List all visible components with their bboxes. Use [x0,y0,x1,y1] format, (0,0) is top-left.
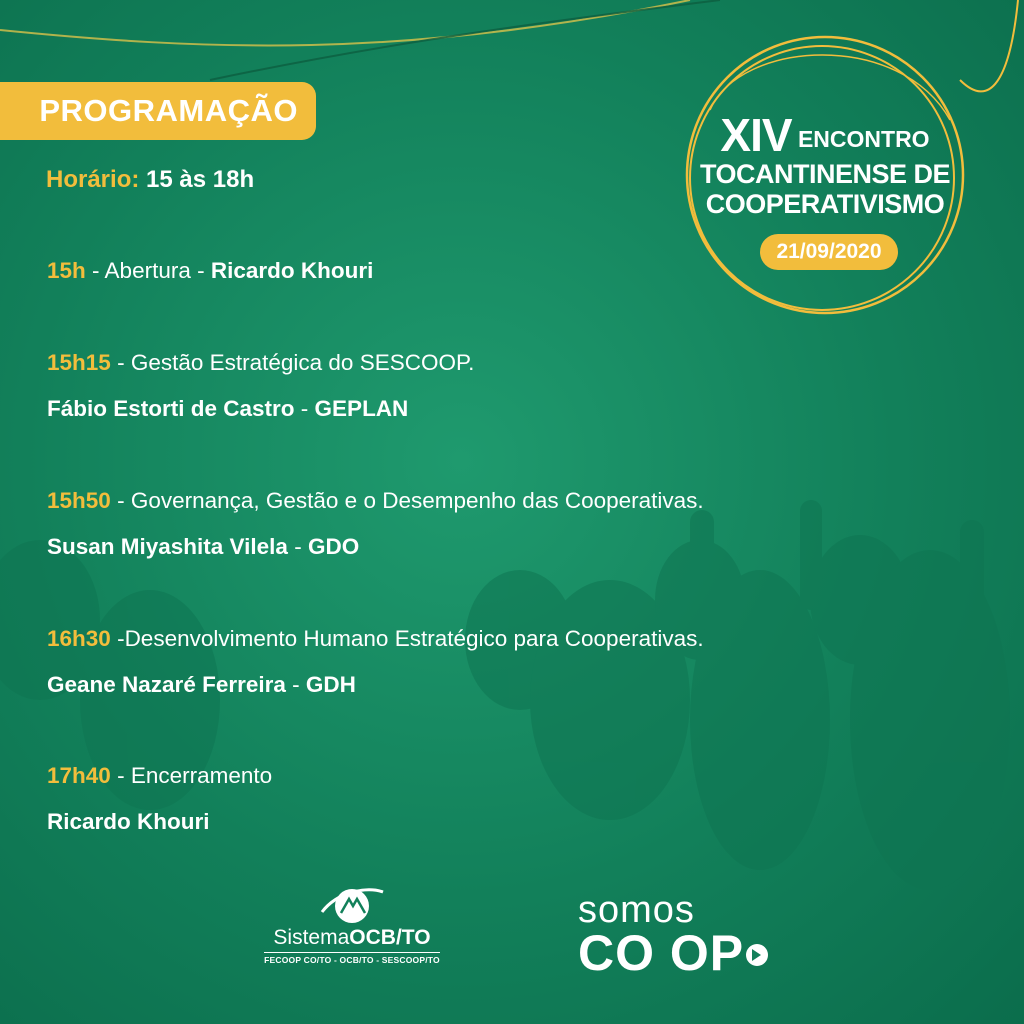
somos-coop-logo [578,890,778,990]
agenda-item-governanca [47,487,704,515]
agenda-speaker-org: GDH [305,672,356,697]
agenda-time: 15h50 [47,488,111,513]
agenda-separator: - [110,626,125,651]
schedule-hours [46,166,254,194]
agenda-speaker-org: GDO [307,534,360,559]
somos-coop-big-text: CO OP [578,925,745,981]
event-title-line2: TOCANTINENSE DE [699,159,951,189]
ocb-logo-name-thin: Sistema [273,926,350,949]
event-title-line1 [690,109,960,161]
programacao-banner [0,82,316,140]
agenda-speaker-dash: - [287,534,308,559]
agenda-speaker-dash: - [285,672,306,697]
agenda-time: 17h40 [47,763,111,788]
agenda-item-encerramento [47,762,272,790]
agenda-separator: - [110,350,131,375]
agenda-description: Governança, Gestão e o Desempenho das Cooperativas. [130,488,704,513]
agenda-speaker: Geane Nazaré Ferreira [47,672,286,697]
agenda-separator: - [85,258,105,283]
event-title-word: ENCONTRO [797,126,930,152]
ocb-logo-icon [317,882,387,926]
banner-title: PROGRAMAÇÃO [39,93,298,128]
agenda-speaker-org: GEPLAN [314,396,409,421]
agenda-speaker: Ricardo Khouri [47,809,210,834]
agenda-description: Encerramento [130,763,273,788]
agenda-speaker: Fábio Estorti de Castro [47,396,295,421]
schedule-value: 15 às 18h [146,166,255,193]
agenda-speaker-line [47,533,359,561]
ocb-logo-name-bold: OCB/TO [349,926,431,949]
agenda-item-abertura [47,257,373,285]
ocb-logo-name [262,926,442,950]
agenda-speaker: Susan Miyashita Vilela [47,534,288,559]
agenda-separator: - [110,763,131,788]
event-title [690,109,960,219]
agenda-speaker-line [47,671,356,699]
agenda-item-gestao [47,349,474,377]
ocb-logo-subtitle: FECOOP CO/TO - OCB/TO - SESCOOP/TO [264,952,440,965]
agenda-separator: - [110,488,131,513]
somos-coop-big [578,925,778,981]
agenda-speaker-line [47,395,408,423]
agenda-time: 16h30 [47,626,111,651]
agenda-description: Gestão Estratégica do SESCOOP. [130,350,475,375]
schedule-label: Horário: [46,166,140,193]
agenda-speaker-dash: - [294,396,315,421]
arrow-icon [746,944,768,966]
event-edition: XIV [720,109,792,161]
agenda-time: 15h [47,258,86,283]
agenda-description: Desenvolvimento Humano Estratégico para Cooperativas. [124,626,704,651]
agenda-time: 15h15 [47,350,111,375]
event-title-line3: COOPERATIVISMO [705,189,945,219]
ocb-logo [262,882,442,972]
somos-coop-small: somos [578,889,695,931]
agenda-speaker-line [47,808,210,836]
agenda-item-desenvolvimento [47,625,704,653]
agenda-description: Abertura - [104,258,211,283]
event-date: 21/09/2020 [760,234,898,270]
agenda-speaker: Ricardo Khouri [210,258,374,283]
